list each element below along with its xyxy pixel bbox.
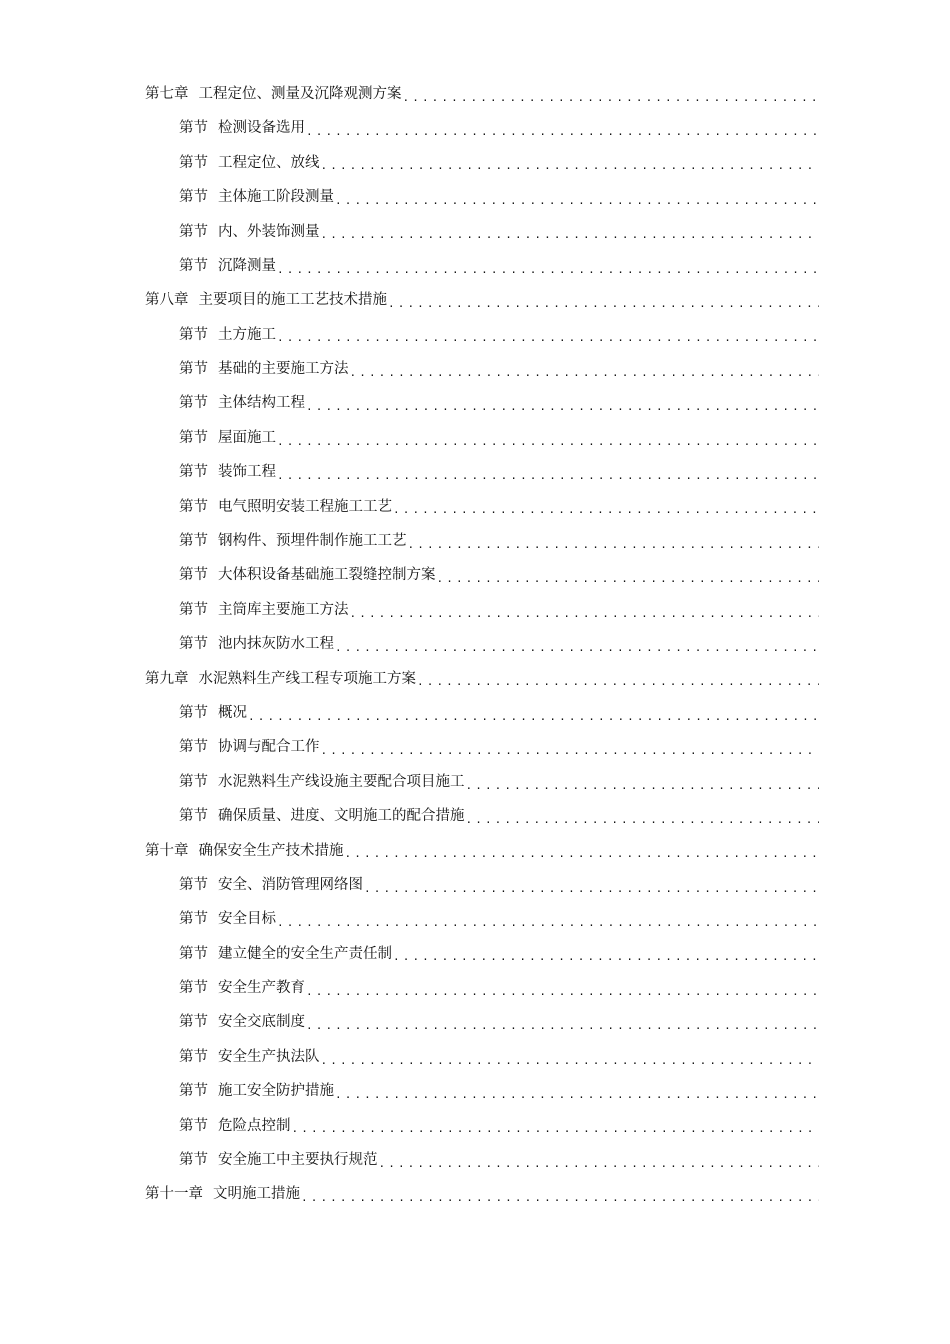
toc-entry-section[interactable] — [0, 799, 950, 833]
toc-title: 水泥熟料生产线设施主要配合项目施工 — [218, 773, 465, 790]
toc-label: 第七章 — [145, 85, 189, 102]
toc-label: 第节 — [179, 945, 208, 962]
toc-title: 检测设备选用 — [218, 120, 305, 137]
dot-leader — [393, 951, 819, 962]
dot-leader — [437, 573, 820, 584]
toc-label: 第节 — [179, 498, 208, 515]
toc-entry-section[interactable] — [0, 971, 950, 1005]
dot-leader — [408, 539, 820, 550]
dot-leader — [277, 264, 819, 275]
toc-label: 第八章 — [145, 292, 189, 309]
toc-label: 第节 — [179, 326, 208, 343]
toc-title: 安全施工中主要执行规范 — [218, 1152, 378, 1169]
toc-entry-section[interactable] — [0, 937, 950, 971]
dot-leader — [277, 436, 819, 447]
toc-label: 第节 — [179, 429, 208, 446]
dot-leader — [417, 676, 819, 687]
toc-label: 第节 — [179, 1083, 208, 1100]
toc-label: 第节 — [179, 980, 208, 997]
toc-title: 主体施工阶段测量 — [218, 189, 334, 206]
toc-title: 水泥熟料生产线工程专项施工方案 — [198, 670, 416, 687]
toc-entry-section[interactable] — [0, 455, 950, 489]
dot-leader — [248, 711, 819, 722]
toc-entry-section[interactable] — [0, 111, 950, 145]
toc-title: 文明施工措施 — [213, 1186, 300, 1203]
toc-title: 土方施工 — [218, 326, 276, 343]
toc-entry-section[interactable] — [0, 696, 950, 730]
toc-title: 施工安全防护措施 — [218, 1083, 334, 1100]
toc-title: 大体积设备基础施工裂缝控制方案 — [218, 567, 436, 584]
toc-title: 协调与配合工作 — [218, 739, 320, 756]
toc-label: 第节 — [179, 154, 208, 171]
toc-title: 主要项目的施工工艺技术措施 — [198, 292, 387, 309]
toc-label: 第节 — [179, 1014, 208, 1031]
dot-leader — [350, 608, 820, 619]
toc-label: 第节 — [179, 1117, 208, 1134]
toc-entry-chapter[interactable] — [0, 77, 950, 111]
toc-label: 第节 — [179, 704, 208, 721]
dot-leader — [321, 160, 820, 171]
toc-entry-section[interactable] — [0, 180, 950, 214]
toc-label: 第节 — [179, 1152, 208, 1169]
toc-entry-section[interactable] — [0, 868, 950, 902]
toc-entry-section[interactable] — [0, 765, 950, 799]
dot-leader — [321, 1055, 820, 1066]
toc-label: 第节 — [179, 120, 208, 137]
toc-title: 池内抹灰防水工程 — [218, 636, 334, 653]
toc-entry-section[interactable] — [0, 1109, 950, 1143]
toc-label: 第节 — [179, 223, 208, 240]
toc-entry-section[interactable] — [0, 1143, 950, 1177]
dot-leader — [306, 401, 819, 412]
toc-title: 安全、消防管理网络图 — [218, 876, 363, 893]
toc-title: 沉降测量 — [218, 257, 276, 274]
toc-entry-section[interactable] — [0, 318, 950, 352]
toc-entry-chapter[interactable] — [0, 283, 950, 317]
toc-title: 钢构件、预埋件制作施工工艺 — [218, 533, 407, 550]
dot-leader — [306, 1020, 819, 1031]
toc-title: 建立健全的安全生产责任制 — [218, 945, 392, 962]
dot-leader — [335, 195, 819, 206]
toc-entry-section[interactable] — [0, 146, 950, 180]
toc-entry-section[interactable] — [0, 593, 950, 627]
toc-label: 第节 — [179, 567, 208, 584]
toc-label: 第节 — [179, 257, 208, 274]
toc-label: 第节 — [179, 189, 208, 206]
toc-label: 第节 — [179, 739, 208, 756]
toc-title: 安全目标 — [218, 911, 276, 928]
dot-leader — [466, 814, 820, 825]
toc-title: 安全生产教育 — [218, 980, 305, 997]
toc-title: 概况 — [218, 704, 247, 721]
dot-leader — [379, 1158, 820, 1169]
toc-label: 第节 — [179, 533, 208, 550]
toc-title: 电气照明安装工程施工工艺 — [218, 498, 392, 515]
dot-leader — [350, 367, 820, 378]
toc-label: 第九章 — [145, 670, 189, 687]
toc-label: 第节 — [179, 464, 208, 481]
toc-title: 主体结构工程 — [218, 395, 305, 412]
dot-leader — [306, 986, 819, 997]
toc-title: 基础的主要施工方法 — [218, 361, 349, 378]
dot-leader — [306, 126, 819, 137]
dot-leader — [277, 332, 819, 343]
toc-title: 工程定位、放线 — [218, 154, 320, 171]
toc-entry-section[interactable] — [0, 627, 950, 661]
toc-title: 确保安全生产技术措施 — [198, 842, 344, 859]
toc-label: 第节 — [179, 601, 208, 618]
toc-entry-section[interactable] — [0, 352, 950, 386]
toc-label: 第十一章 — [145, 1186, 203, 1203]
toc-title: 内、外装饰测量 — [218, 223, 320, 240]
dot-leader — [277, 917, 819, 928]
dot-leader — [393, 504, 819, 515]
dot-leader — [301, 1192, 819, 1203]
toc-title: 屋面施工 — [218, 429, 276, 446]
toc-title: 装饰工程 — [218, 464, 276, 481]
toc-entry-chapter[interactable] — [0, 662, 950, 696]
toc-title: 安全交底制度 — [218, 1014, 305, 1031]
dot-leader — [277, 470, 819, 481]
toc-entry-section[interactable] — [0, 1006, 950, 1040]
toc-entry-section[interactable] — [0, 387, 950, 421]
toc-label: 第节 — [179, 773, 208, 790]
toc-entry-chapter[interactable] — [0, 834, 950, 868]
toc-title: 主筒库主要施工方法 — [218, 601, 349, 618]
toc-entry-section[interactable] — [0, 730, 950, 764]
toc-entry-section[interactable] — [0, 249, 950, 283]
dot-leader — [321, 229, 820, 240]
dot-leader — [345, 848, 820, 859]
toc-entry-section[interactable] — [0, 1040, 950, 1074]
toc-title: 确保质量、进度、文明施工的配合措施 — [218, 808, 465, 825]
toc-label: 第节 — [179, 395, 208, 412]
toc-title: 危险点控制 — [218, 1117, 291, 1134]
toc-entry-section[interactable] — [0, 215, 950, 249]
toc-label: 第节 — [179, 1048, 208, 1065]
toc-label: 第节 — [179, 636, 208, 653]
toc-entry-section[interactable] — [0, 524, 950, 558]
toc-entry-chapter[interactable] — [0, 1178, 950, 1212]
dot-leader — [364, 883, 819, 894]
dot-leader — [335, 1089, 819, 1100]
toc-entry-section[interactable] — [0, 490, 950, 524]
dot-leader — [403, 92, 820, 103]
toc-label: 第节 — [179, 876, 208, 893]
toc-entry-section[interactable] — [0, 558, 950, 592]
toc-title: 安全生产执法队 — [218, 1048, 320, 1065]
toc-entry-section[interactable] — [0, 1074, 950, 1108]
toc-entry-section[interactable] — [0, 902, 950, 936]
dot-leader — [335, 642, 819, 653]
toc-label: 第节 — [179, 911, 208, 928]
table-of-contents — [0, 77, 950, 1212]
dot-leader — [466, 780, 820, 791]
toc-label: 第节 — [179, 361, 208, 378]
toc-entry-section[interactable] — [0, 421, 950, 455]
toc-title: 工程定位、测量及沉降观测方案 — [198, 85, 402, 102]
toc-label: 第节 — [179, 808, 208, 825]
dot-leader — [292, 1123, 820, 1134]
toc-label: 第十章 — [145, 842, 189, 859]
dot-leader — [388, 298, 819, 309]
dot-leader — [321, 745, 820, 756]
